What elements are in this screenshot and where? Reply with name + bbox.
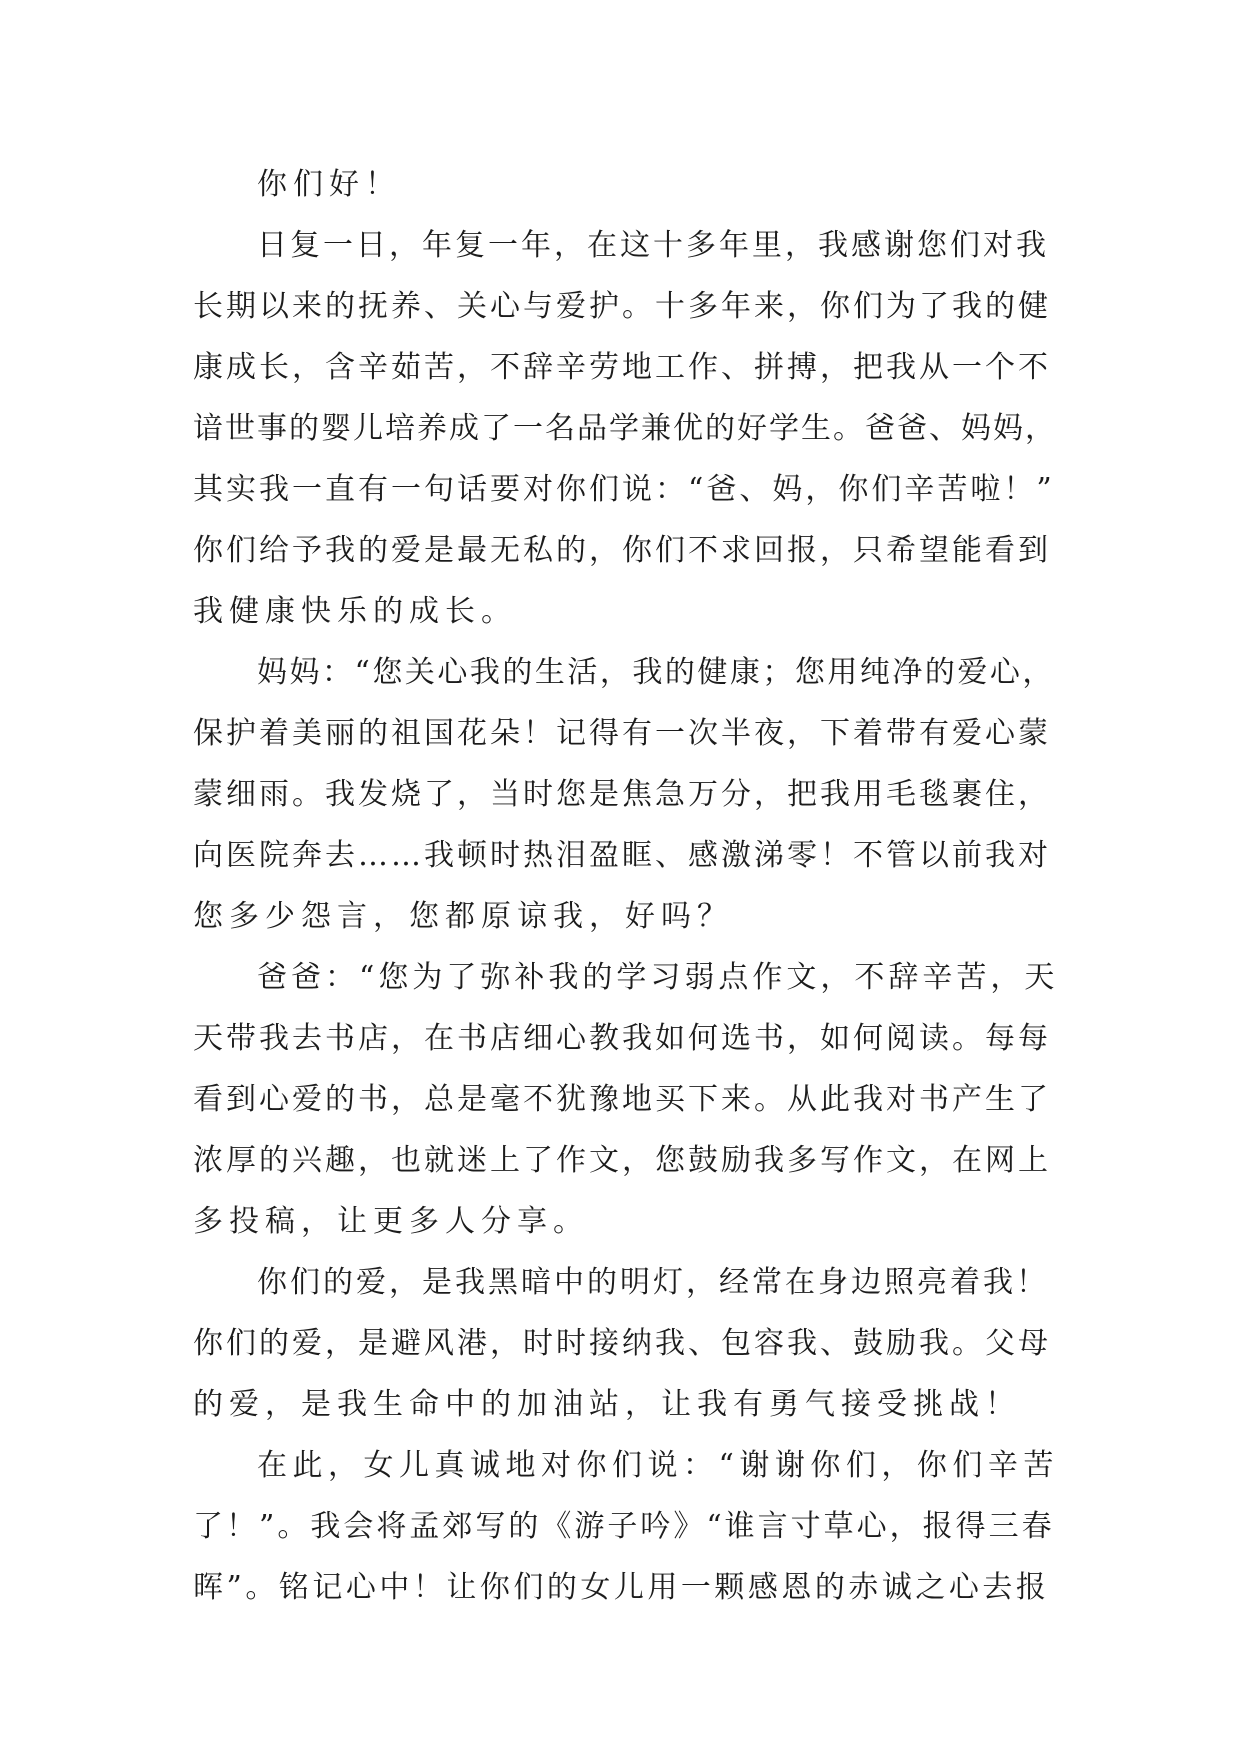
letter-body bbox=[193, 154, 1059, 1618]
text-line: 向医院奔去……我顿时热泪盈眶、感激涕零！不管以前我对 bbox=[193, 838, 1051, 873]
text-line: 多投稿，让更多人分享。 bbox=[193, 1204, 589, 1239]
text-line: 看到心爱的书，总是毫不犹豫地买下来。从此我对书产生了 bbox=[193, 1082, 1051, 1117]
text-line: 康成长，含辛茹苦，不辞辛劳地工作、拼搏，把我从一个不 bbox=[193, 350, 1051, 385]
text-line: 你们给予我的爱是最无私的，你们不求回报，只希望能看到 bbox=[193, 533, 1051, 568]
text-line: 蒙细雨。我发烧了，当时您是焦急万分，把我用毛毯裹住， bbox=[193, 777, 1051, 812]
text-line: 你们的爱，是我黑暗中的明灯，经常在身边照亮着我！ bbox=[257, 1265, 1049, 1300]
text-line: 我健康快乐的成长。 bbox=[193, 594, 517, 629]
text-line: 谙世事的婴儿培养成了一名品学兼优的好学生。爸爸、妈妈， bbox=[193, 411, 1057, 446]
text-line: 的爱，是我生命中的加油站，让我有勇气接受挑战！ bbox=[193, 1387, 1021, 1422]
text-line: 其实我一直有一句话要对你们说：“爸、妈，你们辛苦啦！” bbox=[193, 472, 1055, 507]
text-line: 晖”。铭记心中！让你们的女儿用一颗感恩的赤诚之心去报 bbox=[193, 1570, 1050, 1605]
text-line: 长期以来的抚养、关心与爱护。十多年来，你们为了我的健 bbox=[193, 289, 1051, 324]
text-line: 爸爸：“您为了弥补我的学习弱点作文，不辞辛苦，天 bbox=[257, 960, 1059, 995]
text-line: 在此，女儿真诚地对你们说：“谢谢你们，你们辛苦 bbox=[257, 1448, 1059, 1483]
text-line: 了！”。我会将孟郊写的《游子吟》“谁言寸草心，报得三春 bbox=[193, 1509, 1055, 1544]
text-line: 天带我去书店，在书店细心教我如何选书，如何阅读。每每 bbox=[193, 1021, 1051, 1056]
text-line: 日复一日，年复一年，在这十多年里，我感谢您们对我 bbox=[257, 228, 1049, 263]
text-line: 浓厚的兴趣，也就迷上了作文，您鼓励我多写作文，在网上 bbox=[193, 1143, 1051, 1178]
text-line: 保护着美丽的祖国花朵！记得有一次半夜，下着带有爱心蒙 bbox=[193, 716, 1051, 751]
text-line: 你们好！ bbox=[257, 167, 401, 202]
text-line: 您多少怨言，您都原谅我，好吗？ bbox=[193, 899, 733, 934]
text-line: 妈妈：“您关心我的生活，我的健康；您用纯净的爱心， bbox=[257, 655, 1055, 690]
text-line: 你们的爱，是避风港，时时接纳我、包容我、鼓励我。父母 bbox=[193, 1326, 1051, 1361]
